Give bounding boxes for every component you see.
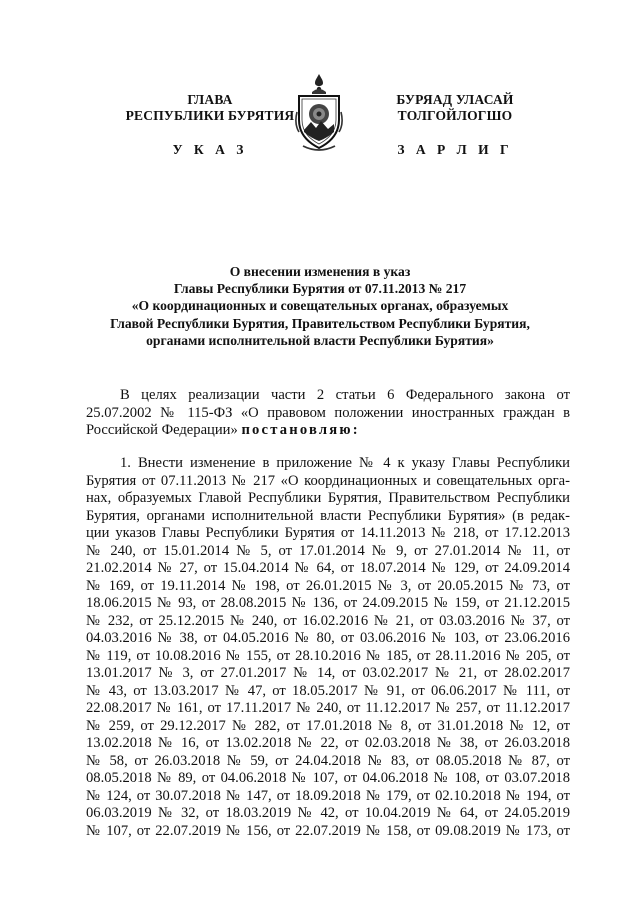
buryatia-coat-of-arms-icon: [293, 72, 345, 152]
item-1-line: № 119, от 10.08.2016 № 155, от 28.10.2016 № 185, от 28.11.2016 № 205, от: [86, 647, 570, 664]
item-1-line: № 169, от 19.11.2014 № 198, от 26.01.2015 № 3, от 20.05.2015 № 73, от: [86, 577, 570, 594]
header-left-line2: РЕСПУБЛИКИ БУРЯТИЯ: [125, 108, 295, 123]
item-1-line: 21.02.2014 № 27, от 15.04.2014 № 64, от 18.07.2014 № 129, от 24.09.2014: [86, 560, 570, 576]
item-1-line: 06.03.2019 № 32, от 18.03.2019 № 42, от 10.04.2019 № 64, от 24.05.2019: [86, 805, 570, 821]
decree-word: постановляю:: [241, 422, 360, 438]
preamble-line: [86, 422, 570, 440]
item-1-line: № 107, от 22.07.2019 № 156, от 22.07.2019 № 158, от 09.08.2019 № 173, от: [86, 822, 570, 839]
item-1-paragraph: [86, 455, 570, 840]
item-1-line: 22.08.2017 № 161, от 17.11.2017 № 240, от 11.12.2017 № 257, от 11.12.2017: [86, 700, 570, 716]
item-1-line: № 58, от 26.03.2018 № 59, от 24.04.2018 № 83, от 08.05.2018 № 87, от: [86, 752, 570, 769]
item-1-line: № 240, от 15.01.2014 № 5, от 17.01.2014 № 9, от 27.01.2014 № 11, от: [86, 542, 570, 559]
item-1-line: № 124, от 30.07.2018 № 147, от 18.09.2018 № 179, от 02.10.2018 № 194, от: [86, 787, 570, 804]
item-1-line: Бурятия от 07.11.2013 № 217 «О координационных и совещательных орга-: [86, 472, 570, 489]
preamble-line: В целях реализации части 2 статьи 6 Федерального закона от: [120, 387, 570, 403]
item-1-line: 1. Внести изменение в приложение № 4 к указу Главы Республики: [120, 455, 570, 471]
header-right-line1: БУРЯАД УЛАСАЙ: [396, 92, 514, 107]
title-line: Главы Республики Бурятия от 07.11.2013 № 217: [173, 281, 467, 297]
header-left-doc-type: У К А З: [172, 142, 248, 157]
document-header: [0, 0, 640, 170]
preamble-line-text: Российской Федерации»: [86, 422, 242, 438]
item-1-line: нах, образуемых Главой Республики Бурятия, Правительством Республики: [86, 490, 570, 506]
title-line: органами исполнительной власти Республики Бурятия»: [146, 332, 494, 348]
header-left-line1: ГЛАВА: [187, 92, 233, 107]
item-1-line: № 259, от 29.12.2017 № 282, от 17.01.2018 № 8, от 31.01.2018 № 12, от: [86, 717, 570, 734]
item-1-line: ции указов Главы Республики Бурятия от 14.11.2013 № 218, от 17.12.2013: [86, 525, 570, 541]
item-1-line: № 43, от 13.03.2017 № 47, от 18.05.2017 № 91, от 06.06.2017 № 111, от: [86, 682, 570, 699]
header-right-doc-type: З А Р Л И Г: [397, 142, 513, 157]
item-1-line: 13.01.2017 № 3, от 27.01.2017 № 14, от 03.02.2017 № 21, от 28.02.2017: [86, 665, 570, 681]
item-1-line: 18.06.2015 № 93, от 28.08.2015 № 136, от 24.09.2015 № 159, от 21.12.2015: [86, 595, 570, 611]
preamble-paragraph: [86, 387, 570, 440]
header-right-line2: ТОЛГОЙЛОГШО: [397, 108, 513, 123]
item-1-line: № 232, от 25.12.2015 № 240, от 16.02.2016 № 21, от 03.03.2016 № 37, от: [86, 612, 570, 629]
item-1-line: 08.05.2018 № 89, от 04.06.2018 № 107, от 04.06.2018 № 108, от 03.07.2018: [86, 770, 570, 786]
item-1-line: Бурятия, органами исполнительной власти Республики Бурятия» (в редак-: [86, 507, 570, 524]
header-right-block: [340, 92, 570, 158]
item-1-line: 04.03.2016 № 38, от 04.05.2016 № 80, от 03.06.2016 № 103, от 23.06.2016: [86, 630, 570, 646]
header-left-block: [95, 92, 325, 158]
item-1-line: 13.02.2018 № 16, от 13.02.2018 № 22, от 02.03.2018 № 38, от 26.03.2018: [86, 735, 570, 751]
title-line: «О координационных и совещательных органах, образуемых: [131, 298, 509, 314]
title-line: Главой Республики Бурятия, Правительством Республики Бурятия,: [110, 315, 530, 331]
title-line: О внесении изменения в указ: [229, 264, 411, 279]
document-title: [60, 263, 580, 349]
preamble-line: 25.07.2002 № 115-ФЗ «О правовом положении иностранных граждан в: [86, 404, 570, 421]
